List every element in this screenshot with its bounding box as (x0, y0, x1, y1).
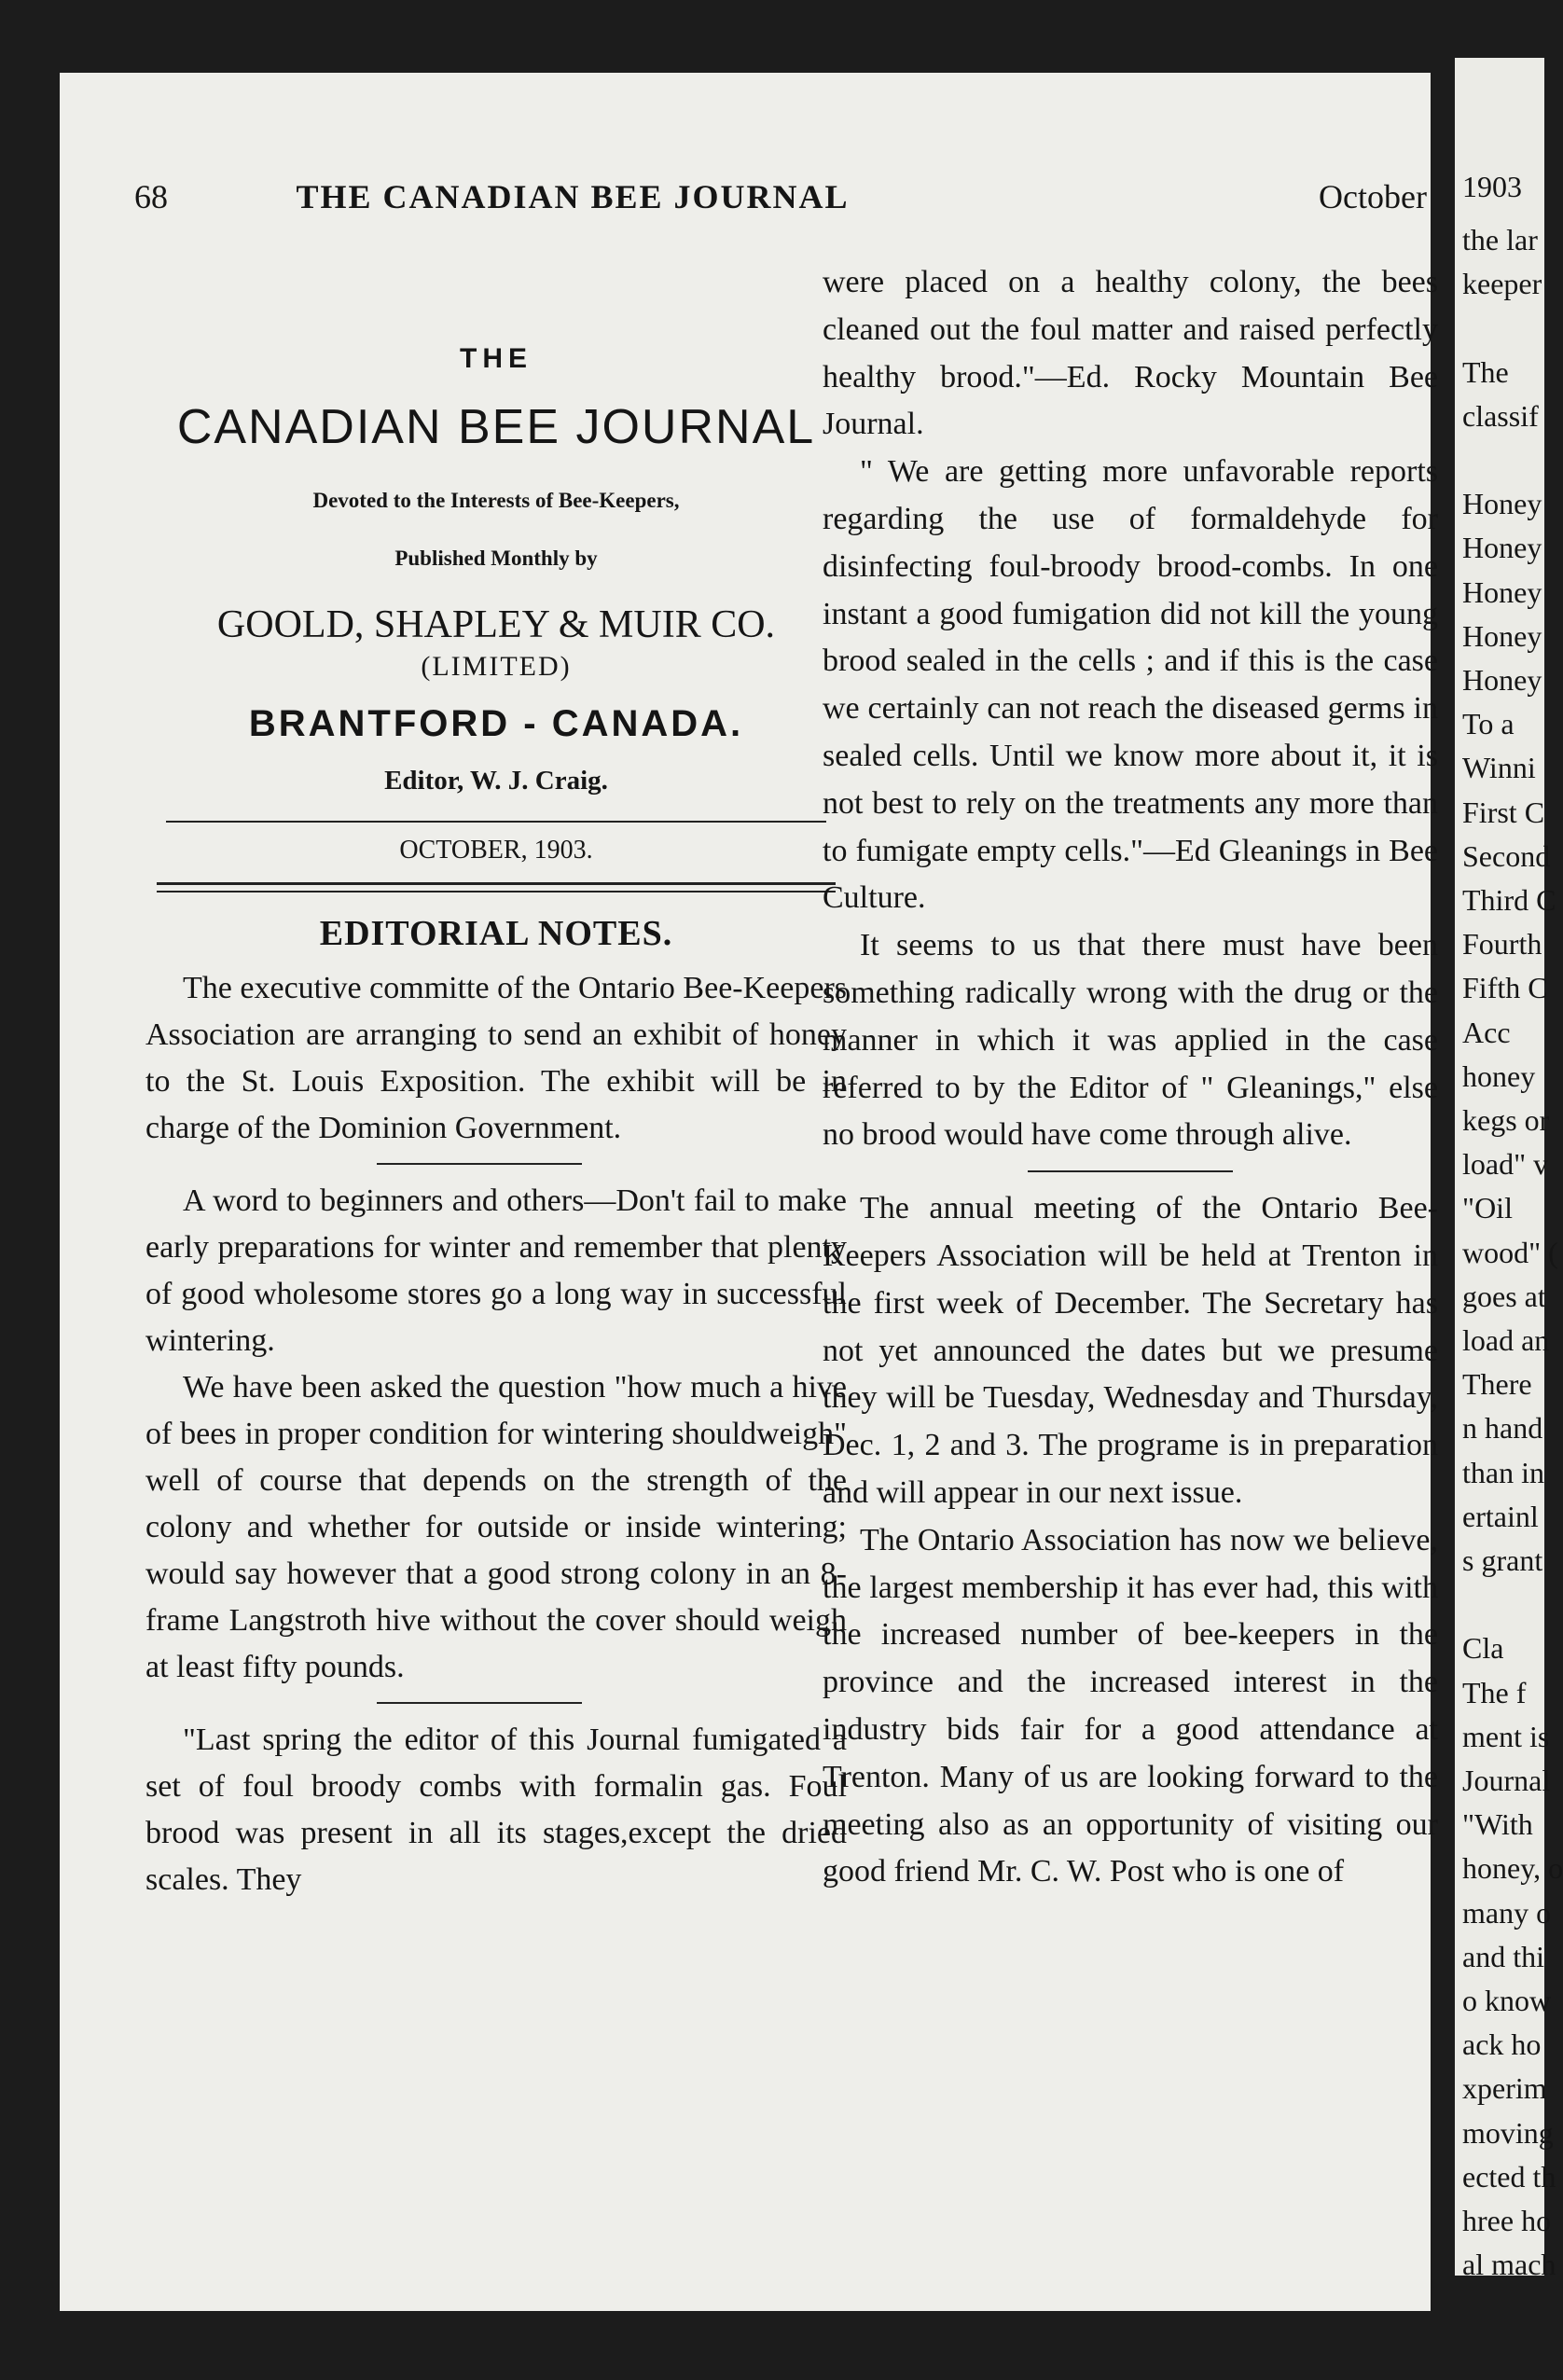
masthead-published: Published Monthly by (394, 547, 598, 570)
adjacent-page-line: many o (1462, 1895, 1552, 1930)
adjacent-page-line: Honey (1462, 487, 1542, 521)
adjacent-page-line: al mach (1462, 2248, 1556, 2282)
running-month: October (1319, 178, 1427, 215)
masthead-limited: (LIMITED) (421, 651, 572, 682)
adjacent-page-line: the lar (1462, 223, 1538, 256)
adjacent-page-line: honey, o (1462, 1851, 1563, 1886)
editorial-paragraph: The Ontario Association has now we believe, the largest membership it has ever had, this with the increased number of bee-keepers in the province and the increased interest in the industry bids fair for a good attendance at Trenton. Many of us are looking forward to the meeting also as an opportunity of visiting our good friend Mr. C. W. Post who is one of (823, 1522, 1438, 1889)
masthead-devoted: Devoted to the Interests of Bee-Keepers, (312, 489, 680, 512)
adjacent-page-line: ment is (1462, 1719, 1550, 1753)
adjacent-page-line: o know (1462, 1984, 1552, 2017)
adjacent-page-line: classif (1462, 398, 1539, 433)
masthead-rule (166, 821, 826, 823)
running-head (60, 177, 1431, 229)
adjacent-page-line: There (1462, 1367, 1532, 1402)
adjacent-page-year: 1903 (1462, 170, 1522, 203)
adjacent-page-line: hree ho (1462, 2204, 1552, 2237)
adjacent-page-line: Fifth C (1462, 971, 1548, 1005)
editorial-paragraph: It seems to us that there must have been something radically wrong with the drug or the manner in which it was applied in the case referred to by the Editor of " Gleanings," else no brood would have come through alive. (823, 928, 1438, 1153)
adjacent-page-line: Winni (1462, 751, 1536, 785)
right-column (823, 259, 1438, 1896)
editorial-paragraph: " We are getting more unfavorable reports regarding the use of formaldehyde for disinfecting foul-broody brood-combs. In one instant a good fumigation did not kill the young brood sealed in the cells ; and if this is the case we certainly can not reach the diseased germs in sealed cells. Until we know more about it, it is not best to rely on the treatments any more than to fumigate empty cells."—Ed Gleanings in Bee Culture. (823, 454, 1438, 916)
journal-page (60, 73, 1438, 2311)
adjacent-page-line: "Oil (1462, 1191, 1513, 1225)
adjacent-page-line: ertainl (1462, 1499, 1539, 1533)
adjacent-page-line: ack ho (1462, 2027, 1542, 2062)
adjacent-page-line: goes at (1462, 1279, 1546, 1313)
adjacent-page-line: The (1462, 354, 1509, 389)
journal-running-title: THE CANADIAN BEE JOURNAL (296, 178, 850, 215)
masthead-title: CANADIAN BEE JOURNAL (176, 400, 816, 454)
adjacent-page-line: n hand (1462, 1411, 1543, 1446)
adjacent-page-line: wood" ( (1462, 1235, 1558, 1269)
section-divider (377, 1163, 582, 1165)
adjacent-page-line: Honey (1462, 618, 1542, 653)
section-divider (377, 1702, 582, 1704)
editorial-paragraph: We have been asked the question "how much a hive of bees in proper condition for wintering shouldweigh" well of course that depends on the strength of the colony and whether for outside or inside wintering; would say however that a good strong colony in an 8-frame Langstroth hive without the cover should weigh at least fifty pounds. (145, 1370, 847, 1684)
masthead-city: BRANTFORD - CANADA. (248, 703, 744, 744)
editorial-paragraph: A word to beginners and others—Don't fail to make early preparations for winter and remember that plenty of good wholesome stores go a long way in successful wintering. (145, 1183, 847, 1358)
adjacent-page-line: Journal (1462, 1764, 1551, 1797)
adjacent-page-line: Acc (1462, 1015, 1511, 1049)
editorial-paragraph: The executive committe of the Ontario Bee-Keepers Association are arranging to send an exhibit of honey to the St. Louis Exposition. The exhibit will be in charge of the Dominion Government. (145, 971, 847, 1145)
adjacent-page-line: moving (1462, 2115, 1554, 2150)
editorial-paragraph: were placed on a healthy colony, the bees cleaned out the foul matter and raised perfectly healthy brood."—Ed. Rocky Mountain Bee Journal. (823, 265, 1438, 442)
masthead-editor: Editor, W. J. Craig. (384, 766, 608, 796)
adjacent-page-line: xperim (1462, 2071, 1547, 2106)
masthead-company: GOOLD, SHAPLEY & MUIR CO. (216, 603, 776, 646)
adjacent-page-line: Fourth (1462, 927, 1542, 962)
editorial-paragraph: The annual meeting of the Ontario Bee-Keepers Association will be held at Trenton in the first week of December. The Secretary has not yet announced the dates but we presume they will be Tuesday, Wednesday and Thursday, Dec. 1, 2 and 3. The programe is in preparation and will appear in our next issue. (823, 1191, 1438, 1510)
page-number: 68 (134, 178, 168, 215)
editorial-heading: EDITORIAL NOTES. (319, 914, 673, 953)
masthead-the: THE (460, 343, 533, 374)
adjacent-page-line: To a (1462, 707, 1515, 741)
adjacent-page-line: The f (1462, 1675, 1527, 1709)
issue-date: OCTOBER, 1903. (399, 836, 593, 865)
masthead-double-rule (157, 882, 836, 892)
adjacent-page-line: First C (1462, 795, 1545, 829)
adjacent-page-line: keeper (1462, 267, 1542, 301)
adjacent-page-line: Cla (1462, 1631, 1504, 1666)
adjacent-page-line: Honey (1462, 531, 1542, 565)
adjacent-page-fragment (1455, 58, 1563, 2282)
adjacent-page-line: and thi (1462, 1939, 1544, 1973)
adjacent-page-line: ected th (1462, 2159, 1556, 2193)
adjacent-page-line: Third C (1462, 883, 1556, 917)
masthead (145, 343, 847, 892)
adjacent-page-line: load" v (1462, 1147, 1549, 1182)
section-divider (1028, 1170, 1233, 1172)
editorial-paragraph: "Last spring the editor of this Journal fumigated a set of foul broody combs with formalin gas. Foul brood was present in all its stages,except the dried scales. They (145, 1723, 847, 1897)
adjacent-page-line: than in (1462, 1455, 1544, 1489)
adjacent-page-line: "With (1462, 1807, 1533, 1842)
adjacent-page-line: kegs or (1462, 1103, 1550, 1137)
adjacent-page-line: Honey (1462, 574, 1542, 609)
adjacent-page-line: s grant (1462, 1543, 1543, 1577)
adjacent-page-line: honey (1462, 1059, 1536, 1093)
adjacent-page-line: load an (1462, 1323, 1550, 1357)
adjacent-page-line: Second (1462, 838, 1551, 873)
left-column (145, 259, 847, 1903)
adjacent-page-line: Honey (1462, 663, 1542, 697)
